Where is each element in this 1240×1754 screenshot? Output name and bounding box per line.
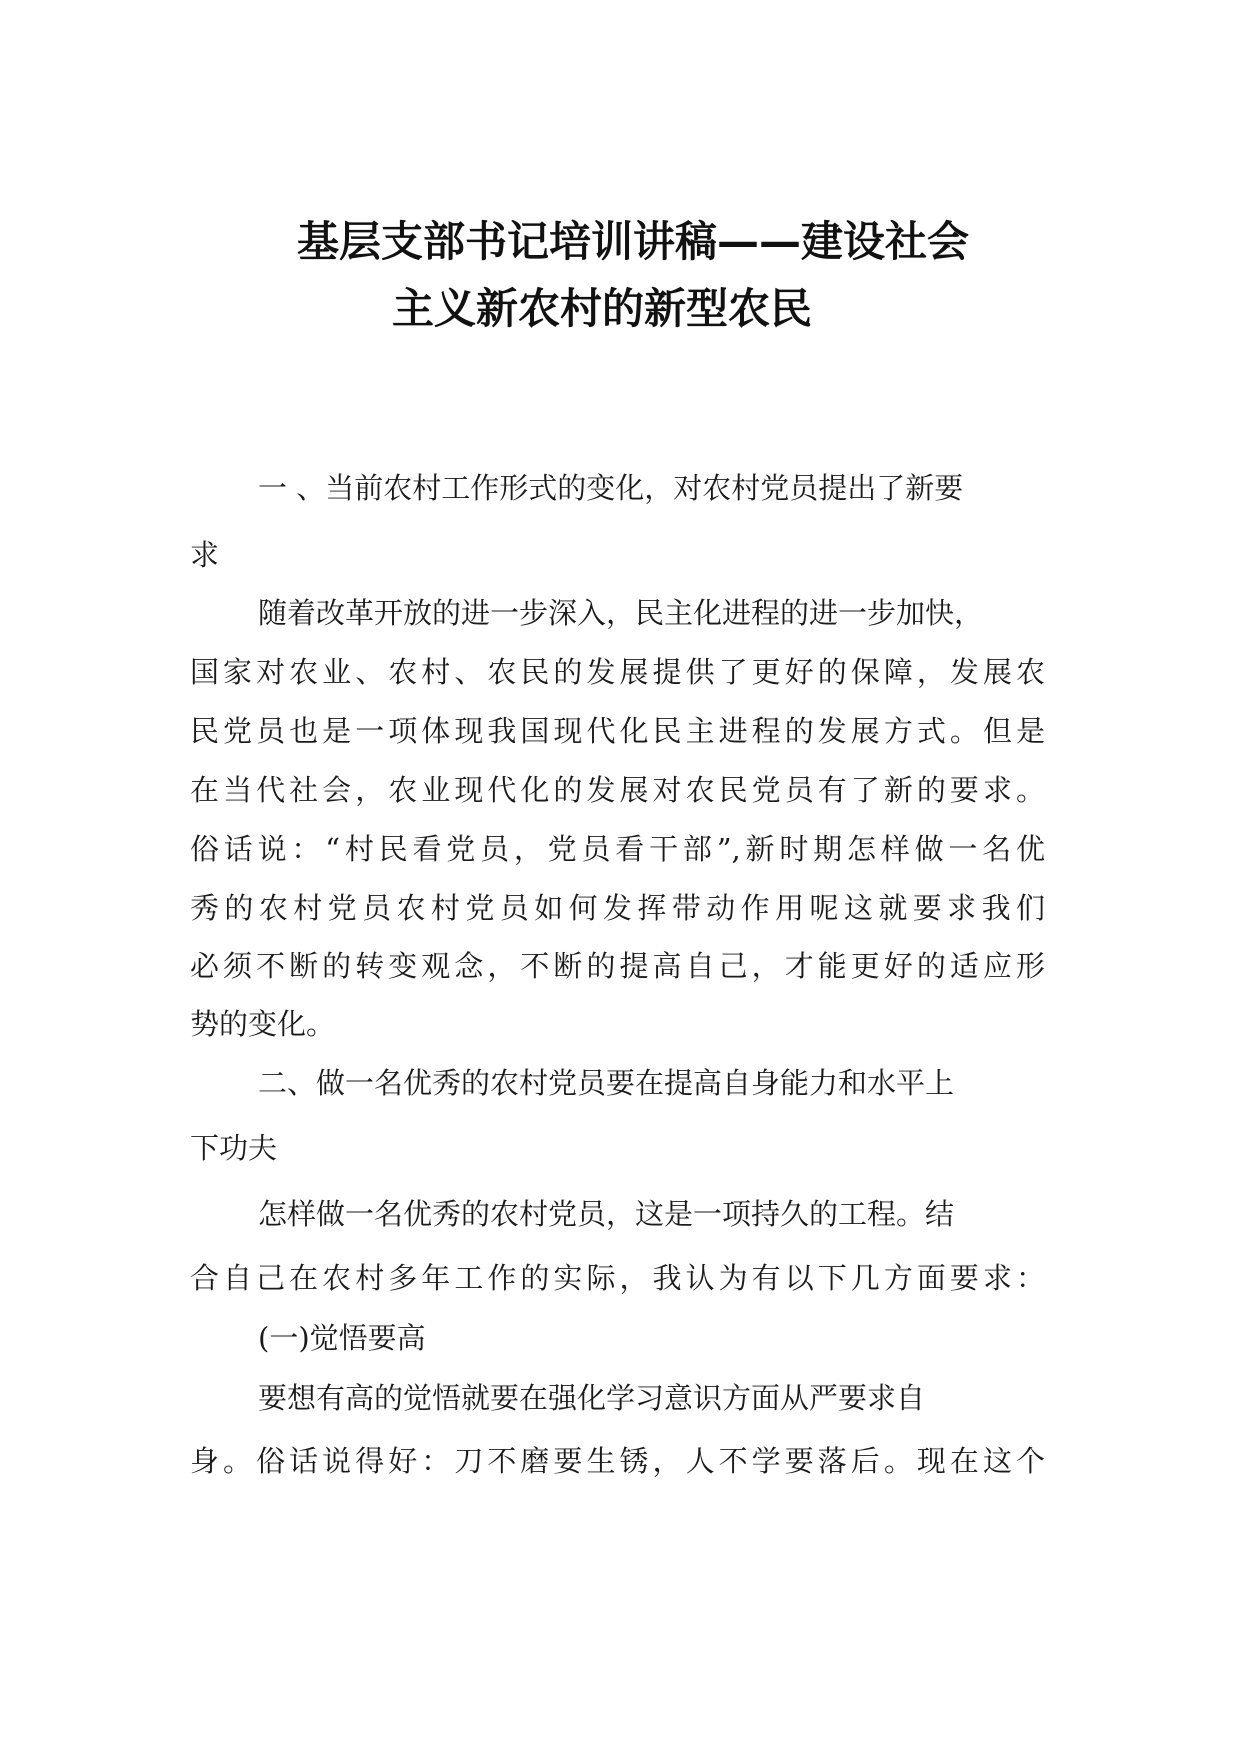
paragraph-line: 合自己在农村多年工作的实际，我认为有以下几方面要求： [190,1261,1045,1295]
subsection-heading: (一)觉悟要高 [258,1321,426,1355]
paragraph-line: 要想有高的觉悟就要在强化学习意识方面从严要求自 [258,1381,926,1415]
section-heading-1: 一 、当前农村工作形式的变化，对农村党员提出了新要 [258,471,964,505]
paragraph-line: 必须不断的转变观念，不断的提高自己，才能更好的适应形 [190,949,1045,983]
section-heading-1-cont: 求 [190,538,220,572]
section-heading-2-cont: 下功夫 [190,1131,278,1165]
paragraph-line: 俗话说：“村民看党员，党员看干部”,新时期怎样做一名优 [190,832,1045,866]
document-title-line-2: 主义新农村的新型农民 [392,284,813,333]
paragraph-line: 民党员也是一项体现我国现代化民主进程的发展方式。但是 [190,714,1045,748]
section-heading-2: 二、做一名优秀的农村党员要在提高自身能力和水平上 [258,1066,955,1100]
paragraph-line: 在当代社会，农业现代化的发展对农民党员有了新的要求。 [190,773,1045,807]
paragraph-line: 国家对农业、农村、农民的发展提供了更好的保障，发展农 [190,655,1045,689]
paragraph-line: 怎样做一名优秀的农村党员，这是一项持久的工程。结 [258,1197,955,1231]
paragraph-line: 随着改革开放的进一步深入，民主化进程的进一步加快， [258,596,984,630]
document-title-line-1: 基层支部书记培训讲稿——建设社会 [297,217,970,266]
paragraph-line: 势的变化。 [190,1007,336,1041]
paragraph-line: 秀的农村党员农村党员如何发挥带动作用呢这就要求我们 [190,891,1045,925]
paragraph-line: 身。俗话说得好：刀不磨要生锈，人不学要落后。现在这个 [190,1444,1045,1478]
